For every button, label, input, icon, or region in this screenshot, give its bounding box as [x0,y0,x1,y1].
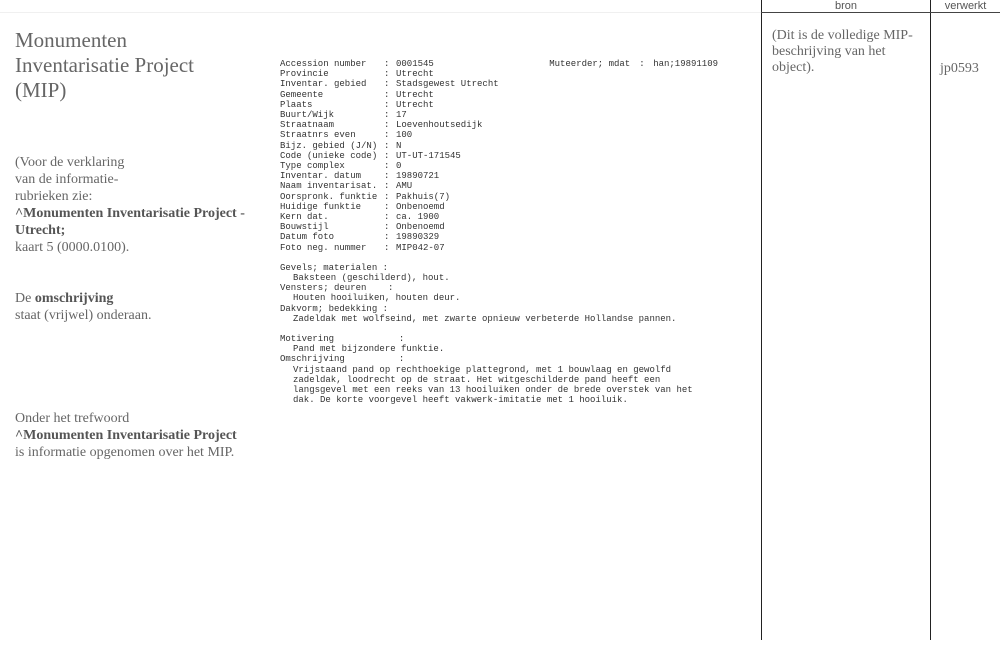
omschrijving-label: Omschrijving : [280,354,405,365]
record-field-label: Naam inventarisat. [280,181,378,192]
record-field-value: Onbenoemd [396,201,445,212]
record-field-label: Type complex [280,161,345,172]
omschrijving-line: dak. De korte voorgevel heeft vakwerk-imitatie met 1 hooiluik. [293,395,628,406]
record-field-row [280,222,730,232]
record-field-value: AMU [396,181,413,192]
record-field-separator: : [384,171,390,182]
keyword-reference-link[interactable]: ^Monumenten Inventarisatie Project [15,428,237,443]
description-keyword: omschrijving [34,291,114,306]
omschrijving-line: zadeldak, loodrecht op de straat. Het witgeschilderde pand heeft een [293,374,661,385]
record-field-separator: : [384,130,390,141]
page-title: Monumenten Inventarisatie Project (MIP) [15,28,195,102]
record-field-row [280,79,730,89]
gevels-text: Baksteen (geschilderd), hout. [293,273,450,284]
record-field-label: Straatnrs even [280,130,356,141]
record-field-label: Oorspronk. funktie [280,191,378,202]
column-header-verwerkt: verwerkt [944,0,987,12]
record-field-separator: : [384,120,390,131]
vensters-text: Houten hooiluiken, houten deur. [293,293,461,304]
legend-note [15,154,245,256]
record-field-label: Accession number [280,59,367,69]
omschrijving-line: langsgevel met een reeks van 13 hooiluiken onder de brede overstek van het [293,385,693,396]
record-field-row [280,141,730,151]
dakvorm-label: Dakvorm; bedekking : [280,303,389,314]
motivering-text: Pand met bijzondere funktie. [293,344,445,355]
record-field-row [280,100,730,110]
keyword-note-pre: Onder het trefwoord [15,411,130,426]
record-field-label: Code (unieke code) [280,150,378,161]
record-field-separator: : [384,191,390,202]
record-field-row [280,202,730,212]
record-field-row [280,59,730,69]
mutation-value: han;19891109 [653,59,718,69]
record-field-value: Loevenhoutsedijk [396,120,483,131]
gevels-label: Gevels; materialen : [280,262,389,273]
record-field-row [280,181,730,191]
record-field-separator: : [384,89,390,100]
record-field-row [280,110,730,120]
record-field-separator: : [384,99,390,110]
record-field-label: Bouwstijl [280,222,329,233]
record-field-separator: : [384,222,390,233]
record-field-row [280,232,730,242]
record-field-separator: : [384,181,390,192]
record-field-label: Kern dat. [280,212,329,223]
record-field-value: 100 [396,130,413,141]
record-field-value: UT-UT-171545 [396,150,461,161]
record-field-row [280,243,730,253]
record-field-separator: : [384,232,390,243]
record-field-row [280,90,730,100]
record-field-label: Inventar. gebied [280,79,367,90]
record-field-row [280,212,730,222]
record-field-value: 0001545 [396,59,434,69]
legend-note-line: rubrieken zie: [15,189,93,204]
record-field-value: MIP042-07 [396,242,445,253]
record-field-value: Pakhuis(7) [396,191,451,202]
legend-note-line: (Voor de verklaring [15,155,125,170]
record-field-separator: : [384,69,390,80]
record-field-value: 17 [396,110,407,121]
legend-reference-link[interactable]: ^Monumenten Inventarisatie Project - Utrecht; [15,206,245,238]
record-field-value: 19890721 [396,171,440,182]
mutation-separator: : [639,59,645,69]
dakvorm-text: Zadeldak met wolfseind, met zwarte opnieuw verbeterde Hollandse pannen. [293,313,677,324]
motivering-label: Motivering : [280,334,405,345]
record-field-label: Provincie [280,69,329,80]
record-field-label: Straatnaam [280,120,335,131]
description-note-pre: De [15,291,32,306]
top-rule [0,12,761,13]
record-field-label: Huidige funktie [280,201,362,212]
record-field-separator: : [384,150,390,161]
record-field-row [280,171,730,181]
record-field-value: N [396,140,402,151]
record-field-value: Stadsgewest Utrecht [396,79,499,90]
record-field-row [280,192,730,202]
record-field-label: Bijz. gebied (J/N) [280,140,378,151]
record-field-label: Gemeente [280,89,324,100]
record-field-label: Plaats [280,99,313,110]
record-field-row [280,69,730,79]
column-header-bron: bron [834,0,858,12]
record-field-separator: : [384,242,390,253]
record-field-value: Utrecht [396,69,434,80]
record-field-separator: : [384,79,390,90]
record-field-separator: : [384,110,390,121]
record-field-value: Utrecht [396,89,434,100]
record-field-separator: : [384,201,390,212]
record-field-separator: : [384,140,390,151]
keyword-note [15,410,245,461]
verwerkt-code: jp0593 [940,61,979,76]
record-field-label: Datum foto [280,232,335,243]
bron-text: (Dit is de volledige MIP-beschrijving van het object). [772,28,913,75]
legend-note-line: van de informatie- [15,172,119,187]
record-field-row [280,161,730,171]
record-fields [280,59,730,253]
record-field-value: Onbenoemd [396,222,445,233]
description-note [15,290,245,324]
record-field-value: Utrecht [396,99,434,110]
record-field-value: 19890329 [396,232,440,243]
keyword-note-tail: is informatie opgenomen over het MIP. [15,445,235,460]
record-field-separator: : [384,161,390,172]
record-field-label: Inventar. datum [280,171,362,182]
header-rule [761,12,1000,13]
legend-card-ref: kaart 5 (0000.0100). [15,240,130,255]
record-field-value: 0 [396,161,402,172]
record-field-row [280,120,730,130]
column-divider-verwerkt [930,0,931,640]
column-divider-bron [761,0,762,640]
mutation-label: Muteerder; mdat [549,59,631,69]
record-field-separator: : [384,212,390,223]
vensters-label: Vensters; deuren : [280,283,394,294]
record-field-value: ca. 1900 [396,212,440,223]
record-field-separator: : [384,59,390,69]
record-field-label: Foto neg. nummer [280,242,367,253]
record-field-row [280,130,730,140]
record-mutation-info [549,59,730,69]
mip-record [280,59,730,406]
record-field-row [280,151,730,161]
description-note-tail: staat (vrijwel) onderaan. [15,308,152,323]
omschrijving-line: Vrijstaand pand op rechthoekige plattegrond, met 1 bouwlaag en gewolfd [293,364,672,375]
record-field-label: Buurt/Wijk [280,110,335,121]
